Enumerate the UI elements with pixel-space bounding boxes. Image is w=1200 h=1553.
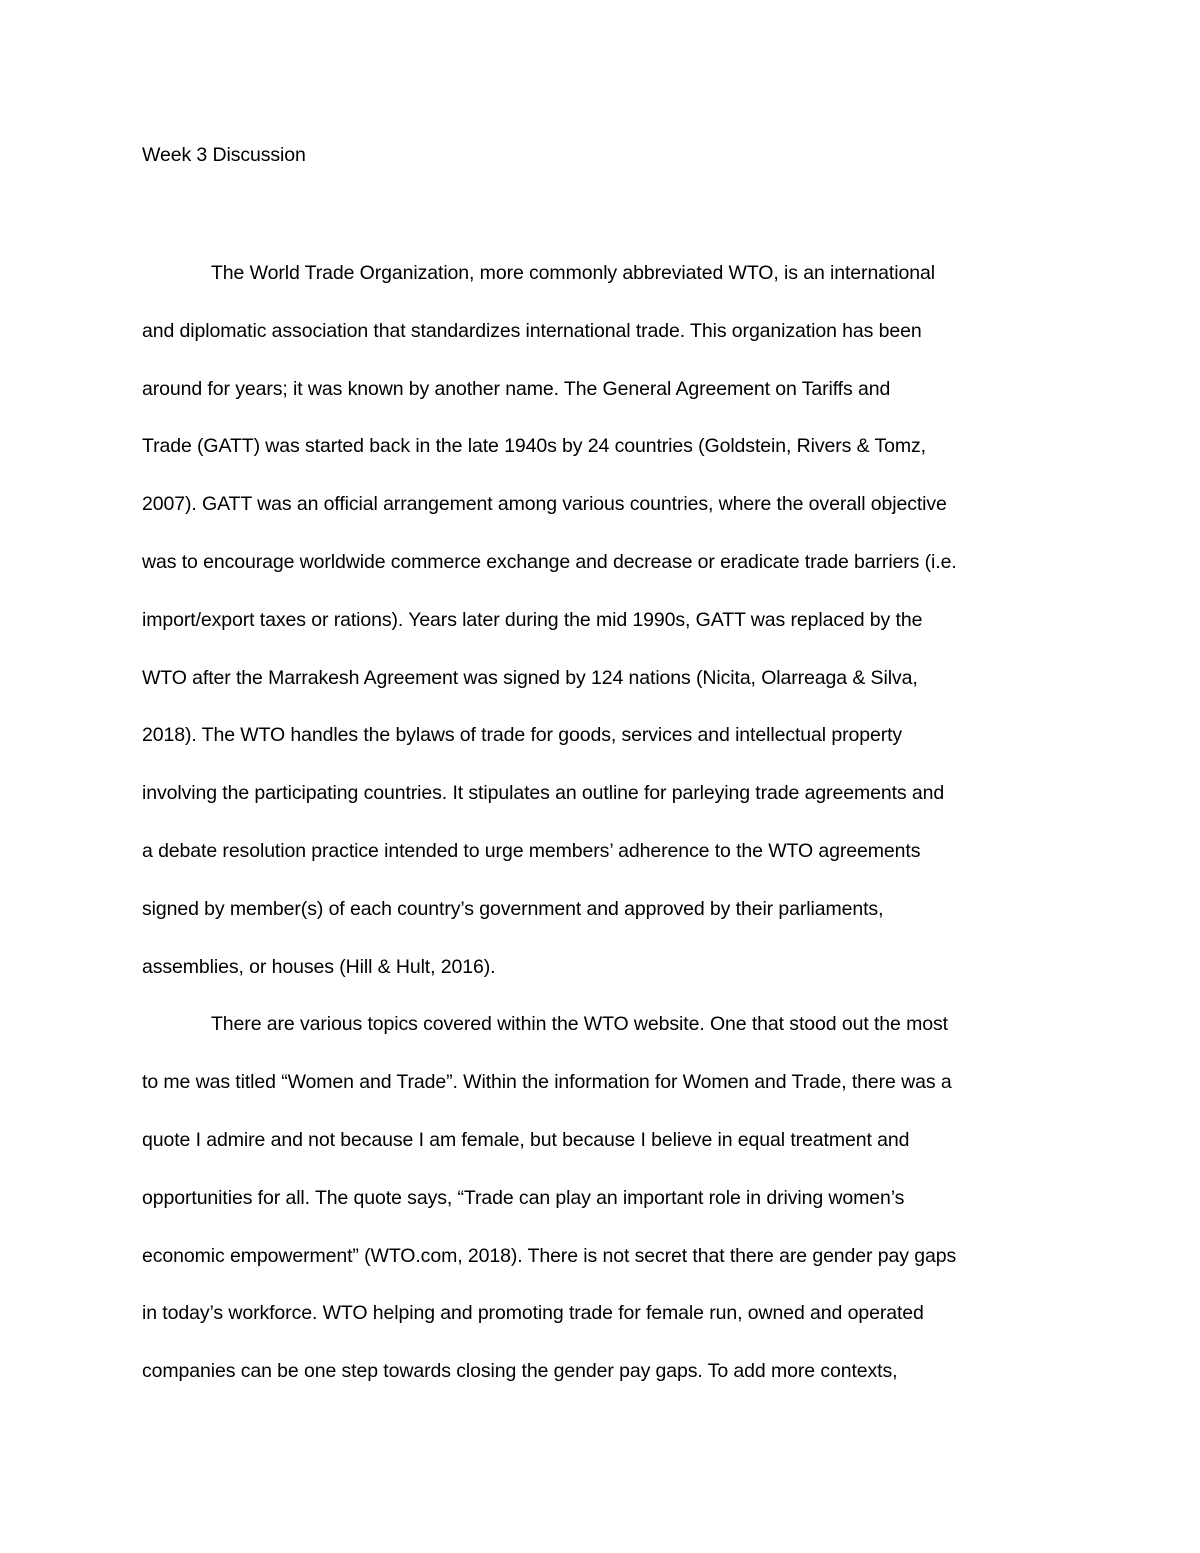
paragraph-2-line-4: opportunities for all. The quote says, “Trade can play an important role in driving women’s	[142, 1186, 905, 1209]
paragraph-1-line-9: 2018). The WTO handles the bylaws of trade for goods, services and intellectual property	[142, 724, 903, 747]
paragraph-1-line-3: around for years; it was known by another name. The General Agreement on Tariffs and	[142, 377, 891, 400]
paragraph-1-line-6: was to encourage worldwide commerce exchange and decrease or eradicate trade barriers (i.e.	[142, 550, 957, 573]
paragraph-1-line-10: involving the participating countries. It stipulates an outline for parleying trade agreements and	[142, 782, 945, 805]
paragraph-1-line-8: WTO after the Marrakesh Agreement was signed by 124 nations (Nicita, Olarreaga & Silva,	[142, 666, 918, 689]
paragraph-2-line-3: quote I admire and not because I am female, but because I believe in equal treatment and	[142, 1128, 910, 1151]
paragraph-1-line-11: a debate resolution practice intended to urge members’ adherence to the WTO agreements	[142, 839, 921, 862]
document-title: Week 3 Discussion	[142, 144, 306, 166]
paragraph-1-line-12: signed by member(s) of each country’s government and approved by their parliaments,	[142, 897, 884, 920]
paragraph-1-line-5: 2007). GATT was an official arrangement among various countries, where the overall objective	[142, 493, 947, 516]
paragraph-2-line-6: in today’s workforce. WTO helping and promoting trade for female run, owned and operated	[142, 1302, 924, 1325]
paragraph-2-line-2: to me was titled “Women and Trade”. Within the information for Women and Trade, there was a	[142, 1071, 952, 1094]
paragraph-1-line-7: import/export taxes or rations). Years later during the mid 1990s, GATT was replaced by the	[142, 608, 923, 631]
paragraph-2-line-1: There are various topics covered within the WTO website. One that stood out the most	[211, 1013, 948, 1036]
paragraph-1-line-1: The World Trade Organization, more commonly abbreviated WTO, is an international	[211, 262, 935, 284]
paragraph-1-line-4: Trade (GATT) was started back in the late 1940s by 24 countries (Goldstein, Rivers & Tomz,	[142, 435, 926, 458]
paragraph-1-line-2: and diplomatic association that standardizes international trade. This organization has been	[142, 319, 922, 342]
paragraph-2-line-5: economic empowerment” (WTO.com, 2018). There is not secret that there are gender pay gaps	[142, 1244, 957, 1267]
document-body	[142, 259, 957, 1415]
paragraph-1-line-13: assemblies, or houses (Hill & Hult, 2016).	[142, 955, 496, 978]
paragraph-2-line-7: companies can be one step towards closing the gender pay gaps. To add more contexts,	[142, 1360, 898, 1383]
